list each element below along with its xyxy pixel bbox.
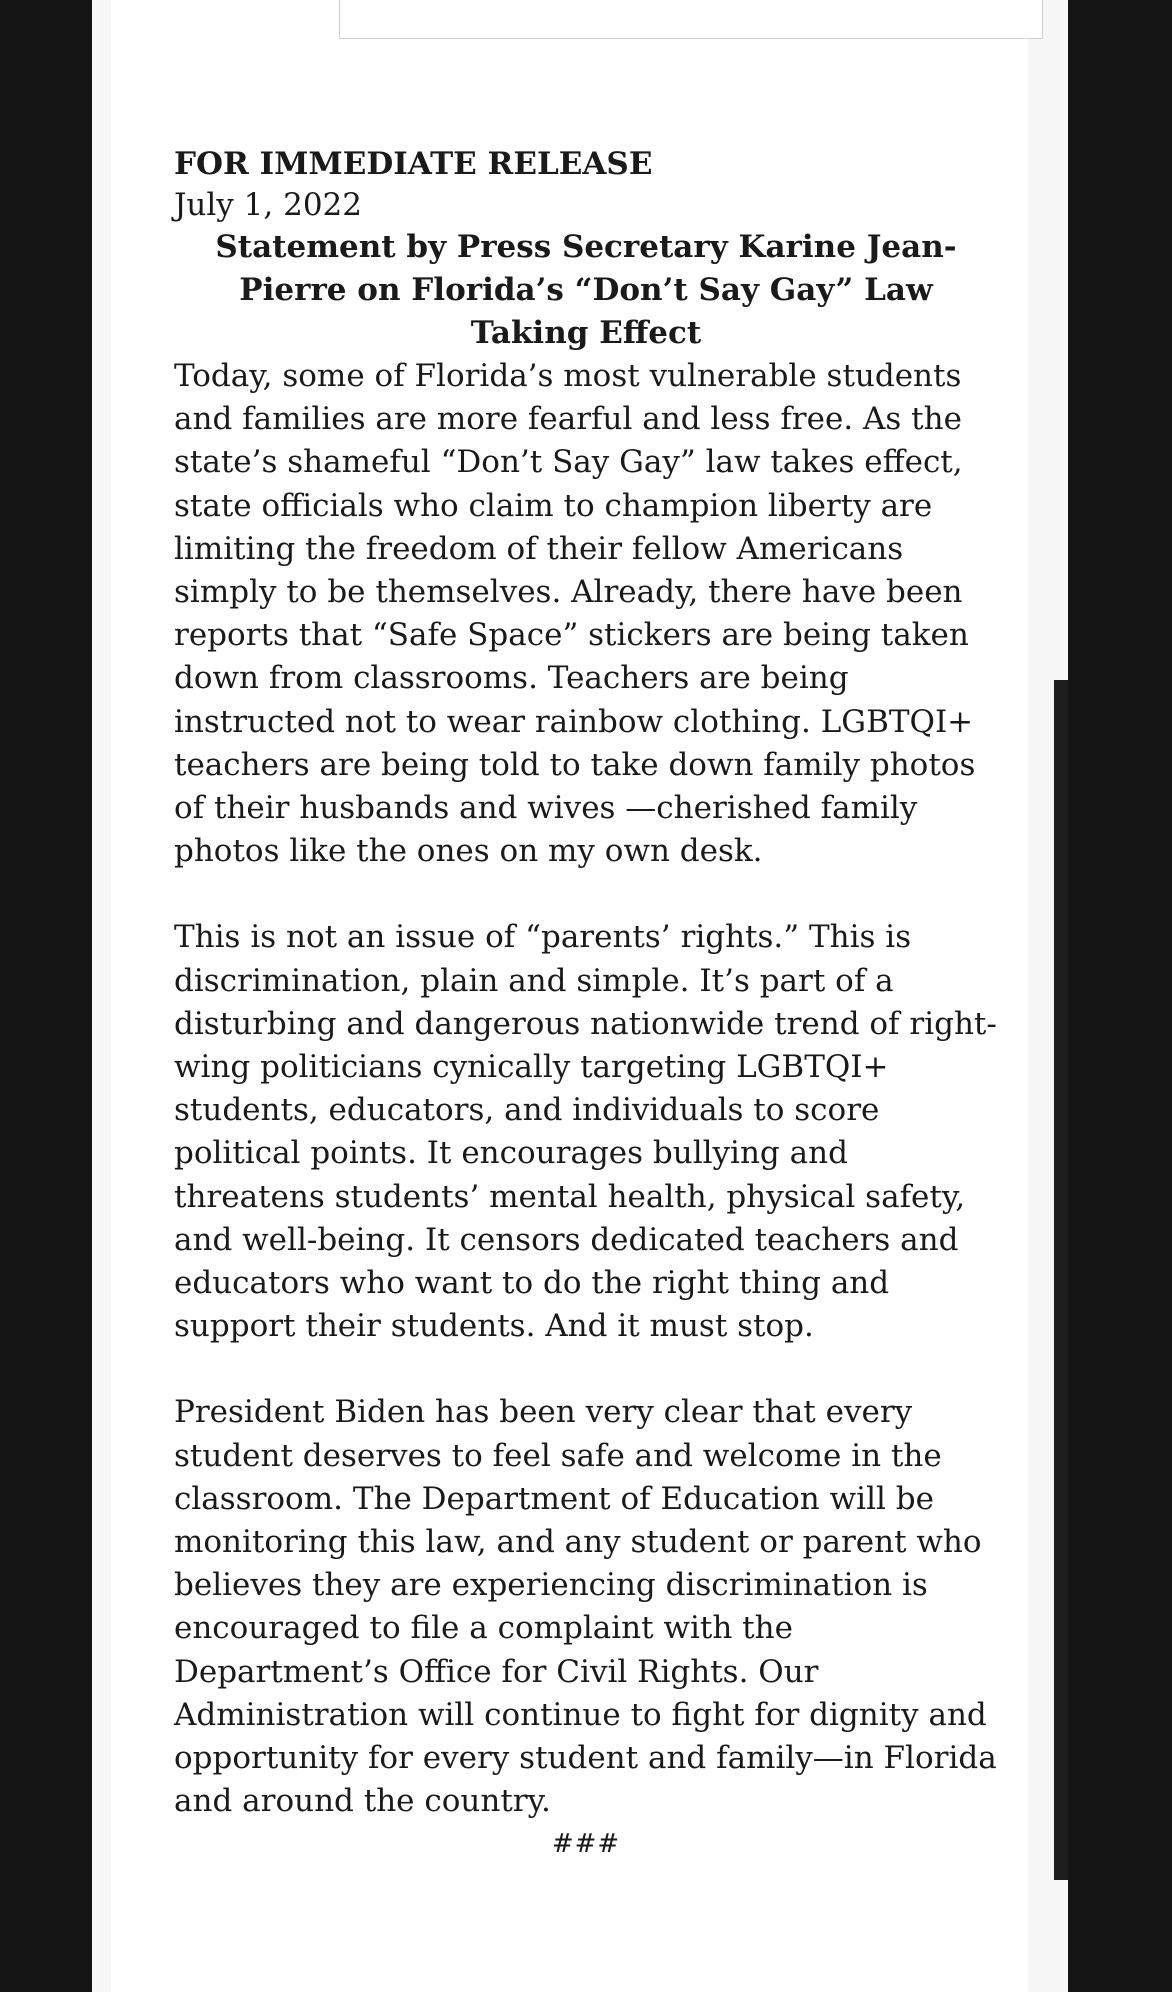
body-paragraph-3: President Biden has been very clear that every student deserves to feel safe and welcome in the classroom. The Department of Education will be monitoring this law, and any student or parent who believes they are experiencing discrimination is encouraged to file a complaint with the Department’s Office for Civil Rights. Our Administration will continue to fight for dignity and opportunity for every student and family—in Florida and around the country. [174,1394,997,1820]
scrollbar-track[interactable] [1054,680,1068,1880]
statement-title: Statement by Press Secretary Karine Jean-Pierre on Florida’s “Don’t Say Gay” Law Taking Effect [215,229,957,351]
press-release-content [174,144,998,1864]
end-mark: ### [551,1828,621,1859]
top-embed-box [339,0,1043,39]
body-paragraph-2: This is not an issue of “parents’ rights.” This is discrimination, plain and simple. It’s part of a disturbing and dangerous nationwide trend of right-wing politicians cynically targeting LGBTQI+ students, educators, and individuals to score political points. It encourages bullying and threatens students’ mental health, physical safety, and well-being. It censors dedicated teachers and educators who want to do the right thing and support their students. And it must stop. [174,919,997,1345]
release-date: July 1, 2022 [174,187,362,223]
release-label: FOR IMMEDIATE RELEASE [174,146,653,182]
body-paragraph-1: Today, some of Florida’s most vulnerable students and families are more fearful and less free. As the state’s shameful “Don’t Say Gay” law takes effect, state officials who claim to champion liberty are limiting the freedom of their fellow Americans simply to be themselves. Already, there have been reports that “Safe Space” stickers are being taken down from classrooms. Teachers are being instructed not to wear rainbow clothing. LGBTQI+ teachers are being told to take down family photos of their husbands and wives —cherished family photos like the ones on my own desk. [174,358,976,870]
